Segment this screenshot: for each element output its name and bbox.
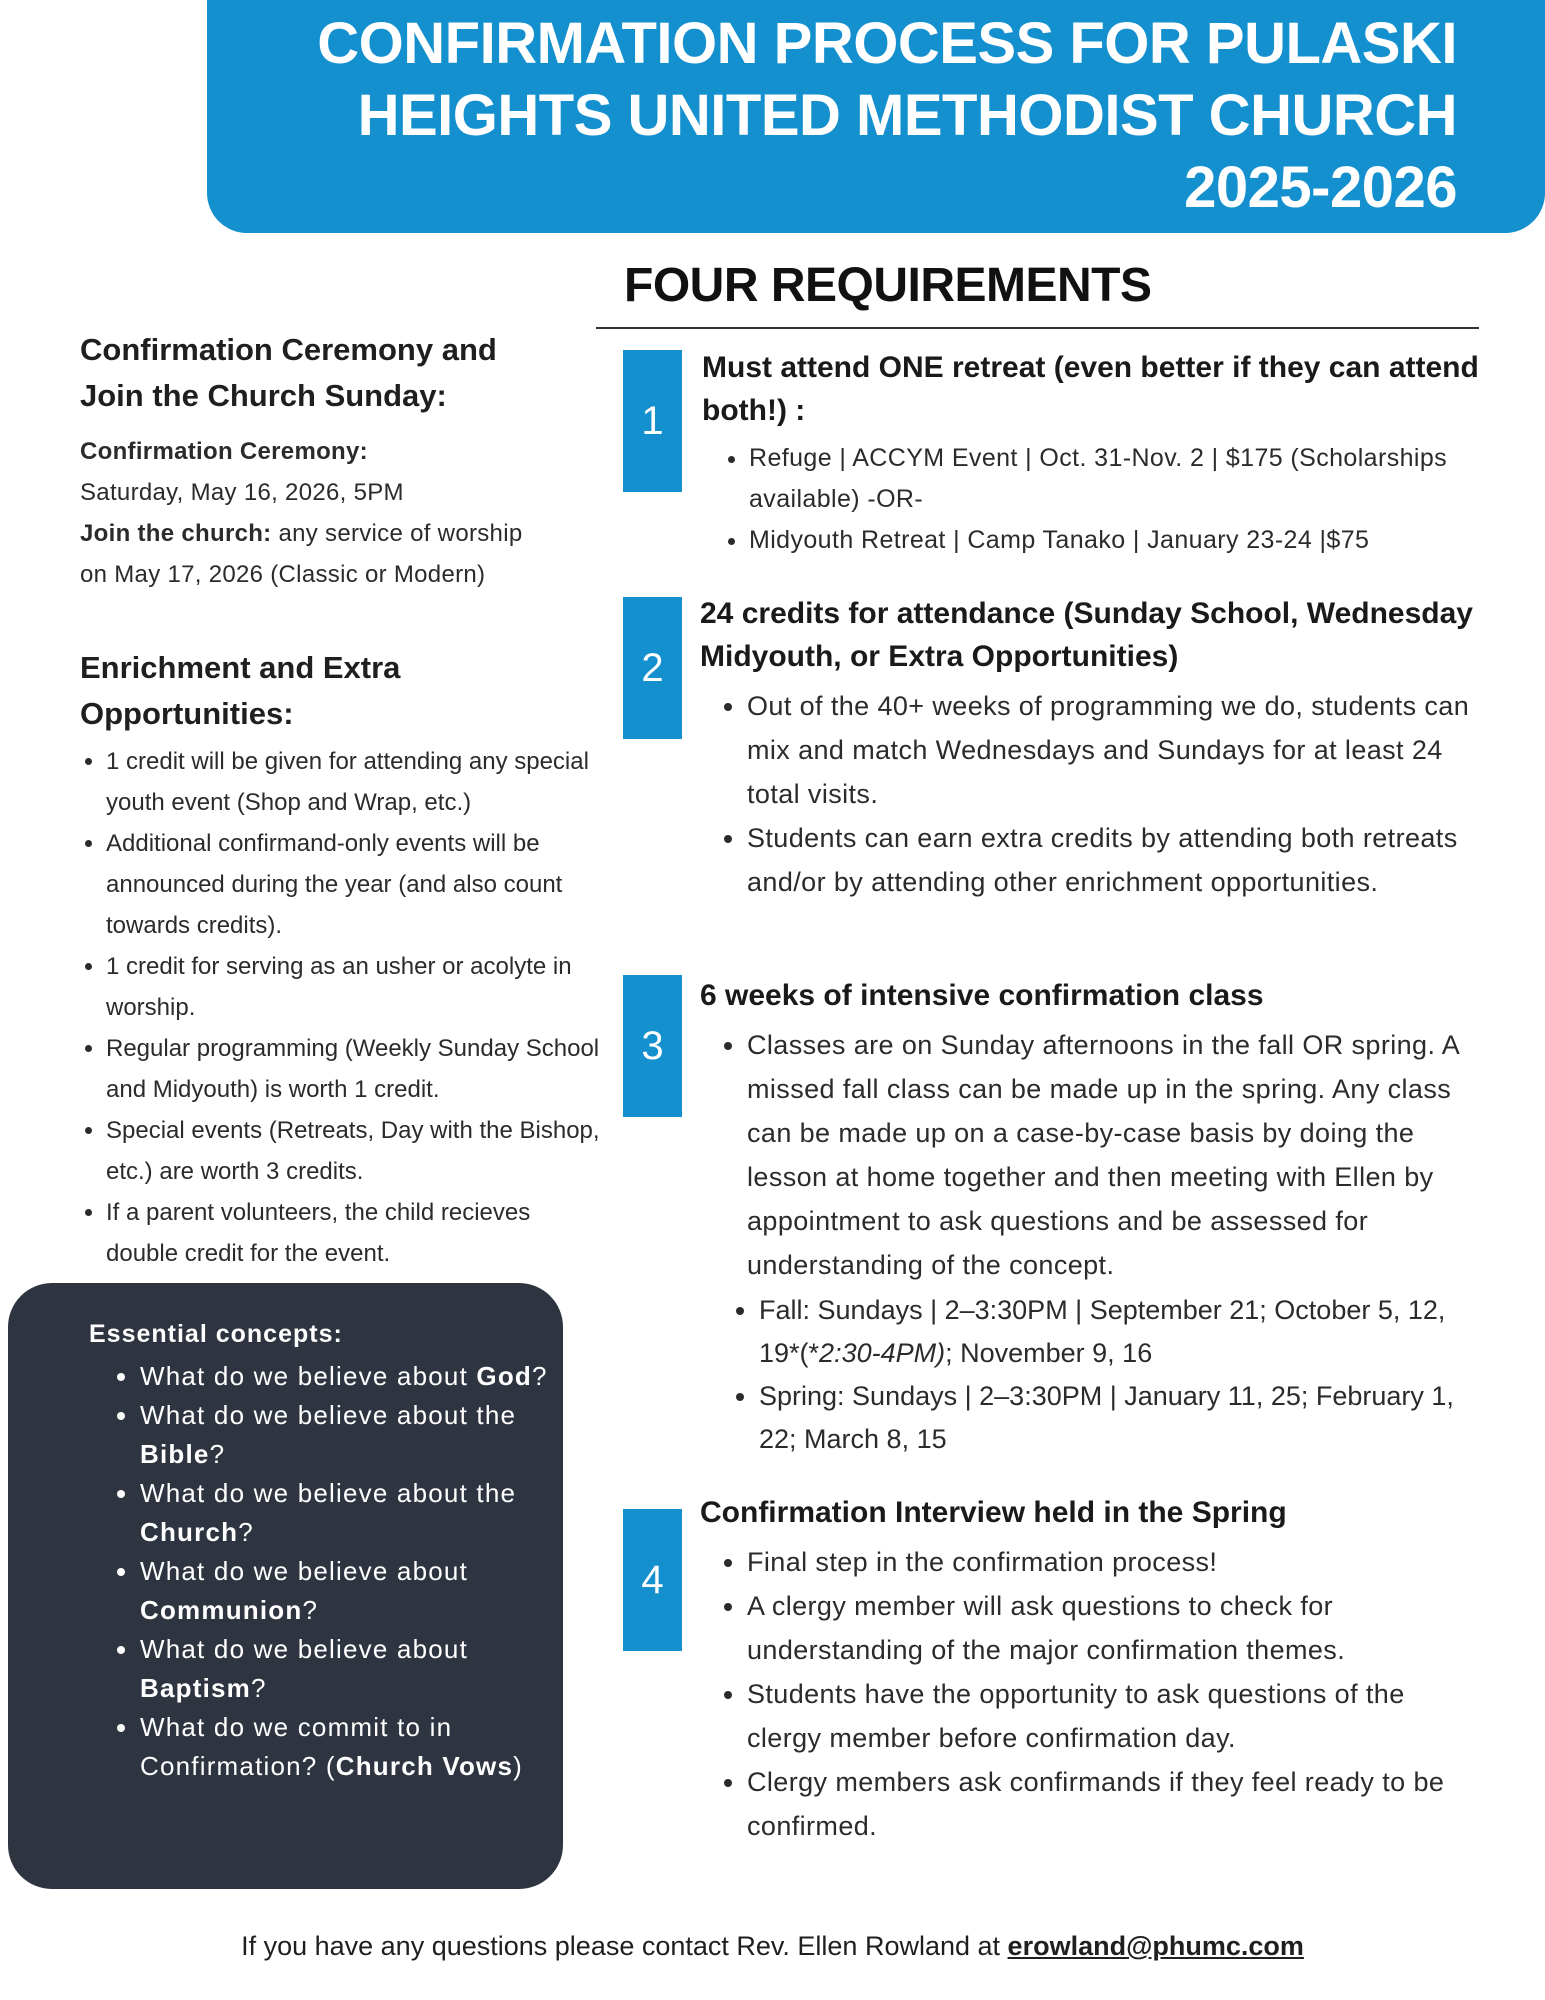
requirement-3-schedule (700, 1289, 1480, 1461)
list-item: • Students have the opportunity to ask questions of the clergy member before confirmation day. (747, 1672, 1480, 1760)
requirements-heading: FOUR REQUIREMENTS (624, 259, 1152, 312)
title-line-2: HEIGHTS UNITED METHODIST CHURCH (357, 83, 1457, 148)
enrichment-section (80, 645, 600, 1274)
list-item: • Refuge | ACCYM Event | Oct. 31-Nov. 2 | $175 (Scholarships available) -OR- (749, 438, 1482, 520)
requirement-3-list (700, 1023, 1480, 1287)
spring-schedule: • Spring: Sundays | 2–3:30PM | January 11, 25; February 1, 22; March 8, 15 (759, 1375, 1480, 1461)
join-label: Join the church: (80, 520, 272, 547)
list-item: • A clergy member will ask questions to check for understanding of the major confirmation themes. (747, 1584, 1480, 1672)
ceremony-title-line-1: Confirmation Ceremony and (80, 332, 497, 367)
requirement-4-list (700, 1540, 1480, 1848)
left-column (80, 327, 600, 1274)
fall-schedule: • Fall: Sundays | 2–3:30PM | September 21; October 5, 12, 19*(*2:30-4PM); November 9, 16 (759, 1289, 1480, 1375)
requirement-1-title: Must attend ONE retreat (even better if they can attend both!) : (702, 351, 1479, 427)
enrichment-list (80, 741, 600, 1274)
enrichment-section-title (80, 645, 600, 737)
requirement-2-list (700, 684, 1480, 904)
list-item: • Special events (Retreats, Day with the Bishop, etc.) are worth 3 credits. (106, 1110, 600, 1192)
list-item: • 1 credit for serving as an usher or acolyte in worship. (106, 946, 600, 1028)
list-item: • Classes are on Sunday afternoons in the fall OR spring. A missed fall class can be made up in the spring. Any class can be made up on a case-by-case basis by doing the lesson at home together and then meeting with Ellen by appointment to ask questions and be assessed for understanding of the concept. (747, 1023, 1480, 1287)
contact-email-link[interactable]: erowland@phumc.com (1007, 1931, 1304, 1961)
requirement-1-number: 1 (623, 350, 682, 492)
ceremony-section-title (80, 327, 600, 419)
list-item: • Regular programming (Weekly Sunday School and Midyouth) is worth 1 credit. (106, 1028, 600, 1110)
ceremony-details (80, 431, 600, 595)
footer-text: If you have any questions please contact Rev. Ellen Rowland at (241, 1931, 1008, 1961)
list-item: • What do we believe about the Bible? (140, 1396, 580, 1474)
list-item: • What do we believe about Communion? (140, 1552, 580, 1630)
requirement-3-number: 3 (623, 975, 682, 1117)
essential-concepts-title: Essential concepts: (89, 1320, 343, 1348)
ceremony-title-line-2: Join the Church Sunday: (80, 378, 447, 413)
title-line-3: 2025-2026 (1184, 155, 1457, 220)
list-item: • Out of the 40+ weeks of programming we do, students can mix and match Wednesdays and Sundays for at least 24 total visits. (747, 684, 1480, 816)
footer-contact (0, 1931, 1545, 1962)
list-item: • 1 credit will be given for attending any special youth event (Shop and Wrap, etc.) (106, 741, 600, 823)
enrichment-title-line-2: Opportunities: (80, 696, 294, 731)
list-item: • What do we believe about the Church? (140, 1474, 580, 1552)
list-item: • Clergy members ask confirmands if they feel ready to be confirmed. (747, 1760, 1480, 1848)
list-item: • Midyouth Retreat | Camp Tanako | January 23-24 |$75 (749, 520, 1482, 561)
requirement-3 (700, 974, 1480, 1461)
enrichment-title-line-1: Enrichment and Extra (80, 650, 401, 685)
requirement-4 (700, 1491, 1480, 1848)
requirement-2-title: 24 credits for attendance (Sunday School, Wednesday Midyouth, or Extra Opportunities) (700, 597, 1473, 673)
ceremony-date: Saturday, May 16, 2026, 5PM (80, 479, 404, 506)
requirement-1 (702, 346, 1482, 561)
list-item: • What do we commit to in Confirmation? (Church Vows) (140, 1708, 580, 1786)
page-title (217, 8, 1457, 224)
header-banner (207, 0, 1545, 233)
requirement-3-title: 6 weeks of intensive confirmation class (700, 979, 1264, 1012)
requirement-4-number: 4 (623, 1509, 682, 1651)
ceremony-label: Confirmation Ceremony: (80, 438, 368, 465)
list-item: • Students can earn extra credits by attending both retreats and/or by attending other enrichment opportunities. (747, 816, 1480, 904)
title-line-1: CONFIRMATION PROCESS FOR PULASKI (317, 11, 1457, 76)
join-text-1: any service of worship (271, 520, 523, 547)
join-text-2: on May 17, 2026 (Classic or Modern) (80, 561, 486, 588)
list-item: • What do we believe about God? (140, 1357, 580, 1396)
requirement-2 (700, 592, 1480, 904)
list-item: • What do we believe about Baptism? (140, 1630, 580, 1708)
requirement-4-title: Confirmation Interview held in the Spring (700, 1496, 1287, 1529)
requirement-2-number: 2 (623, 597, 682, 739)
essential-concepts-list (110, 1357, 580, 1786)
requirement-1-list (702, 438, 1482, 561)
list-item: • If a parent volunteers, the child recieves double credit for the event. (106, 1192, 600, 1274)
list-item: • Final step in the confirmation process! (747, 1540, 1480, 1584)
list-item: • Additional confirmand-only events will be announced during the year (and also count towards credits). (106, 823, 600, 946)
heading-divider (596, 327, 1479, 329)
